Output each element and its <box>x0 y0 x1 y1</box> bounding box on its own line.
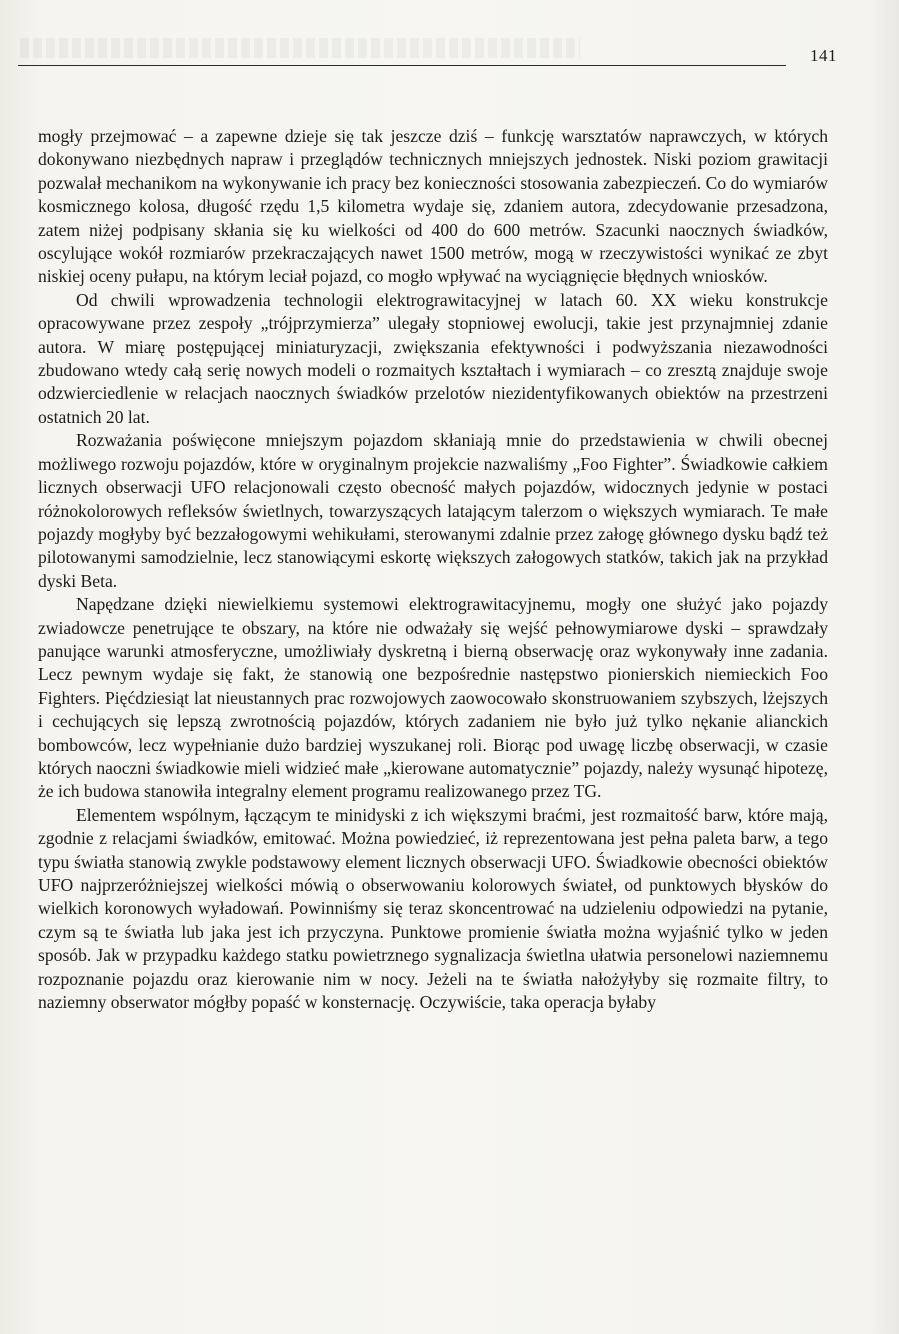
paragraph-5: Elementem wspólnym, łączącym te minidyski z ich większymi braćmi, jest rozmaitość barw, które mają, zgodnie z relacjami świadków, emitować. Można powiedzieć, iż reprezentowana jest pełna paleta barw, a tego typu światła stanowią zwykle podstawowy element licznych obserwacji UFO. Świadkowie obecności obiektów UFO najprzeróżniejszej wielkości mówią o obserwowaniu kolorowych świateł, od punktowych błysków do wielkich koronowych wyładowań. Powinniśmy się teraz skoncentrować na udzieleniu odpowiedzi na pytanie, czym są te światła lub jaka jest ich przyczyna. Punktowe promienie światła można wyjaśnić tylko w jeden sposób. Jak w przypadku każdego statku powietrznego sygnalizacja świetlna ułatwia personelowi naziemnemu rozpoznanie pojazdu oraz kierowanie nim w nocy. Jeżeli na te światła nałożyłyby się rozmaite filtry, to naziemny obserwator mógłby popaść w konsternację. Oczywiście, taka operacja byłaby <box>38 804 828 1013</box>
paragraph-4: Napędzane dzięki niewielkiemu systemowi elektrograwitacyjnemu, mogły one służyć jako pojazdy zwiadowcze penetrujące te obszary, na które nie odważały się wejść pełnowymiarowe dyski – sprawdzały panujące warunki atmosferyczne, umożliwiały dyskretną i bierną obserwację oraz wykonywały inne zadania. Lecz pewnym wydaje się fakt, że stanowią one bezpośrednie następstwo pionierskich niemieckich Foo Fighters. Pięćdziesiąt lat nieustannych prac rozwojowych zaowocowało skonstruowaniem szybszych, lżejszych i cechujących się lepszą zwrotnością pojazdów, których zadaniem nie było już tylko nękanie alianckich bombowców, lecz wypełnianie dużo bardziej wyszukanej roli. Biorąc pod uwagę liczbę obserwacji, w czasie których naoczni świadkowie mieli widzieć małe „kierowane automatycznie” pojazdy, należy wysunąć hipotezę, że ich budowa stanowiła integralny element programu realizowanego przez TG. <box>38 594 828 802</box>
paragraph-1: mogły przejmować – a zapewne dzieje się tak jeszcze dziś – funkcję warsztatów naprawczych, w których dokonywano niezbędnych napraw i przeglądów technicznych mniejszych jednostek. Niski poziom grawitacji pozwalał mechanikom na wykonywanie ich pracy bez konieczności stosowania zabezpieczeń. Co do wymiarów kosmicznego kolosa, długość rzędu 1,5 kilometra wydaje się, zdaniem autora, zdecydowanie przesadzona, zatem niżej podpisany skłania się ku wielkości od 400 do 600 metrów. Szacunki naocznych świadków, oscylujące wokół rozmiarów przekraczających nawet 1500 metrów, mogą w rzeczywistości wynikać ze zbyt niskiej oceny pułapu, na którym leciał pojazd, co mogło wpływać na wyciągnięcie błędnych wniosków. <box>38 126 828 287</box>
paragraph-2: Od chwili wprowadzenia technologii elektrograwitacyjnej w latach 60. XX wieku konstrukcje opracowywane przez zespoły „trójprzymierza” ulegały stopniowej ewolucji, takie jest przynajmniej zdanie autora. W miarę postępującej miniaturyzacji, zwiększania efektywności i podwyższania niezawodności zbudowano wtedy całą serię nowych modeli o rozmaitych kształtach i wymiarach – co zresztą znajduje swoje odzwierciedlenie w relacjach naocznych świadków przelotów niezidentyfikowanych obiektów na przestrzeni ostatnich 20 lat. <box>38 289 828 427</box>
paragraph-3: Rozważania poświęcone mniejszym pojazdom skłaniają mnie do przedstawienia w chwili obecnej możliwego rozwoju pojazdów, które w oryginalnym projekcie nazwaliśmy „Foo Fighter”. Świadkowie całkiem licznych obserwacji UFO relacjonowali często obecność małych pojazdów, widocznych jedynie w postaci różnokolorowych refleksów świetlnych, towarzyszących latającym talerzom o większych wymiarach. Te małe pojazdy mogłyby być bezzałogowymi wehikułami, sterowanymi zdalnie przez załogę głównego dysku bądź też pilotowanymi samodzielnie, lecz stanowiącymi eskortę większych załogowych statków, takich jak na przykład dyski Beta. <box>38 430 828 591</box>
body-text <box>38 125 828 1014</box>
header-rule <box>18 65 786 66</box>
faded-running-header <box>20 38 580 58</box>
page-number: 141 <box>810 46 837 65</box>
